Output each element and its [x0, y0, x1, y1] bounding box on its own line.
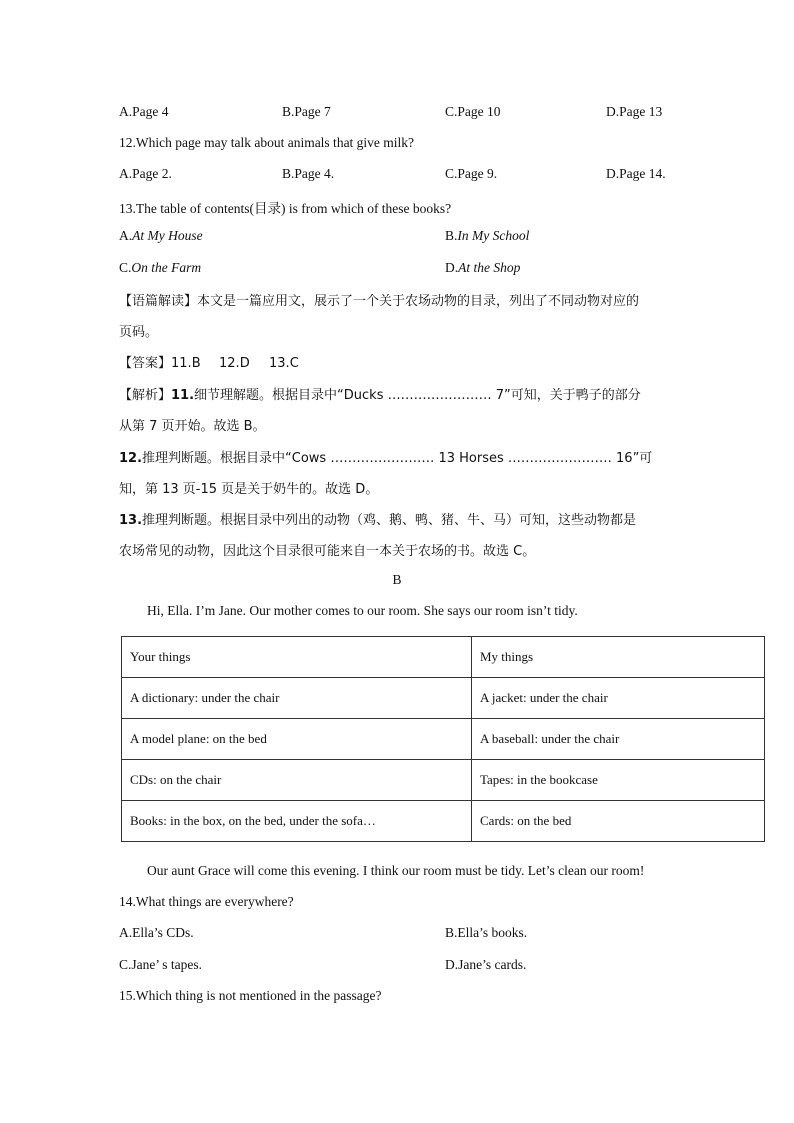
q14-option-c: C.Jane’ s tapes.: [119, 957, 202, 972]
table-row: [122, 760, 765, 801]
reading-analysis-cont: 页码。: [119, 325, 159, 340]
explain-13-cont: 农场常见的动物，因此这个目录很可能来自一本关于农场的书。故选 C。: [119, 544, 536, 559]
q12-option-b: B.Page 4.: [282, 166, 335, 181]
table-cell: Tapes: in the bookcase: [472, 760, 765, 801]
option-letter: A.: [119, 228, 133, 243]
explain-13: [119, 509, 636, 528]
table-cell: Books: in the box, on the bed, under the sofa…: [122, 801, 472, 842]
answer-13: 13.C: [269, 356, 299, 371]
table-header-row: [122, 637, 765, 678]
table-cell: A jacket: under the chair: [472, 678, 765, 719]
explain-12-number: 12.: [119, 451, 143, 466]
table-cell: Cards: on the bed: [472, 801, 765, 842]
answer-12: 12.D: [219, 356, 250, 371]
answer-line: [119, 352, 299, 371]
explain-11-text: 细节理解题。根据目录中“Ducks …………………… 7”可知，关于鸭子的部分: [194, 388, 641, 403]
reading-text: 本文是一篇应用文，展示了一个关于农场动物的目录，列出了不同动物对应的: [197, 294, 640, 309]
explain-13-number: 13.: [119, 513, 143, 528]
q11-option-a: A.Page 4: [119, 104, 169, 119]
explain-12-text: 推理判断题。根据目录中“Cows …………………… 13 Horses …………………… 16”可: [142, 451, 653, 466]
q15-question: 15.Which thing is not mentioned in the passage?: [119, 988, 382, 1003]
explain-12-cont: 知，第 13 页-15 页是关于奶牛的。故选 D。: [119, 482, 379, 497]
option-letter: D.: [445, 260, 459, 275]
answer-11: 11.B: [171, 356, 201, 371]
q13-option-c: [119, 260, 201, 276]
q12-option-c: C.Page 9.: [445, 166, 498, 181]
q13-option-b: [445, 228, 529, 244]
q11-option-c: C.Page 10: [445, 104, 501, 119]
q12-option-a: A.Page 2.: [119, 166, 172, 181]
section-b-intro: Hi, Ella. I’m Jane. Our mother comes to our room. She says our room isn’t tidy.: [147, 603, 578, 618]
explain-13-text: 推理判断题。根据目录中列出的动物（鸡、鹅、鸭、猪、牛、马）可知，这些动物都是: [142, 513, 637, 528]
explain-11-number: 11.: [171, 388, 195, 403]
explain-11-cont: 从第 7 页开始。故选 B。: [119, 419, 266, 434]
things-table: [121, 636, 765, 842]
table-header-your-things: Your things: [122, 637, 472, 678]
table-cell: CDs: on the chair: [122, 760, 472, 801]
q12-question: 12.Which page may talk about animals that give milk?: [119, 135, 415, 150]
table-row: [122, 801, 765, 842]
section-b-heading: B: [392, 572, 402, 587]
q11-option-b: B.Page 7: [282, 104, 331, 119]
option-letter: C.: [119, 260, 132, 275]
option-title: At the Shop: [458, 260, 521, 275]
table-header-my-things: My things: [472, 637, 765, 678]
q14-option-b: B.Ella’s books.: [445, 925, 528, 940]
section-b-outro: Our aunt Grace will come this evening. I think our room must be tidy. Let’s clean our room!: [147, 863, 645, 878]
table-cell: A baseball: under the chair: [472, 719, 765, 760]
q11-option-d: D.Page 13: [606, 104, 663, 119]
option-letter: B.: [445, 228, 458, 243]
explain-11: [119, 384, 641, 403]
table-cell: A dictionary: under the chair: [122, 678, 472, 719]
table-cell: A model plane: on the bed: [122, 719, 472, 760]
option-title: On the Farm: [131, 260, 202, 275]
answer-label: 【答案】: [119, 356, 172, 371]
q14-option-d: D.Jane’s cards.: [445, 957, 527, 972]
q12-option-d: D.Page 14.: [606, 166, 666, 181]
option-title: At My House: [132, 228, 203, 243]
q13-question: 13.The table of contents(目录) is from which of these books?: [119, 201, 452, 216]
option-title: In My School: [457, 228, 530, 243]
table-row: [122, 678, 765, 719]
q13-option-d: [445, 260, 520, 276]
reading-label: 【语篇解读】: [119, 294, 198, 309]
explain-label: 【解析】: [119, 388, 172, 403]
q14-option-a: A.Ella’s CDs.: [119, 925, 194, 940]
explain-12: [119, 447, 652, 466]
table-row: [122, 719, 765, 760]
reading-analysis: [119, 290, 639, 309]
q14-question: 14.What things are everywhere?: [119, 894, 294, 909]
q13-option-a: [119, 228, 203, 244]
